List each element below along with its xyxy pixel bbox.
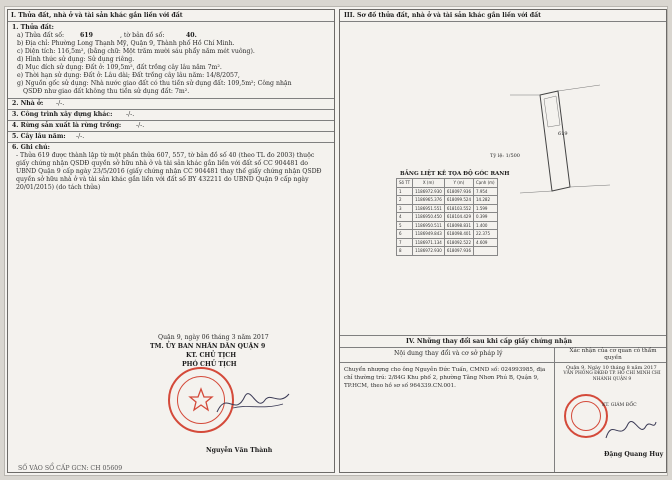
- construction-value: -/-.: [126, 111, 135, 118]
- cell-edge: 0.399: [474, 213, 498, 222]
- cell-edge: 1.599: [474, 204, 498, 213]
- signature-left: [213, 382, 293, 422]
- cell-x: 1186972.930: [413, 187, 445, 196]
- confirm-signer: Đặng Quang Huy: [604, 451, 664, 458]
- cell-edge: [474, 247, 498, 256]
- confirm-org: VĂN PHÒNG ĐKĐĐ TP. HỒ CHÍ MINH CHI NHÁNH QUẬN 9: [563, 371, 661, 382]
- table-header-row: [397, 179, 498, 188]
- usage-form: d) Hình thức sử dụng: Sử dụng riêng.: [17, 56, 135, 63]
- usage-origin-line2: QSDĐ như giao đất không thu tiền sử dụng đất: 7m².: [23, 88, 190, 95]
- issuing-authority: TM. ỦY BAN NHÂN DÂN QUẬN 9: [150, 343, 266, 350]
- cell-x: 1186950.511: [413, 221, 445, 230]
- cell-y: 618103.552: [444, 204, 473, 213]
- notes-text: - Thửa 619 được thành lập từ một phần thửa 607, 557, tờ bản đồ số 40 (theo TL đo 2003) thuộc giấy chứng nhận QSDĐ quyền sở hữu nhà ở và tài sản khác gắn liền với đất số CC 904481 do UBND Quận 9 cấp ngày 23/5/2016 (giấy chứng nhận CC 904481 thay thế giấy chứng nhận QSDĐ quyền sở hữu nhà ở và tài sản khác gắn liền với đất số BY 432211 do UBND Quận 9 cấp ngày 20/01/2015) (do tách thửa): [16, 152, 322, 191]
- cell-edge: 22.375: [474, 230, 498, 239]
- kt-chairman: KT. CHỦ TỊCH: [186, 352, 237, 359]
- confirm-role: KT. GIÁM ĐỐC: [602, 403, 637, 408]
- area: c) Diện tích: 116,5m², (bằng chữ: Một trăm mười sáu phẩy năm mét vuông).: [17, 48, 255, 55]
- confirm-col-header: Xác nhận của cơ quan có thẩm quyền: [569, 348, 657, 361]
- col-header-y: Y (m): [444, 179, 473, 188]
- table-row: [397, 196, 498, 205]
- cell-no: 2: [397, 196, 413, 205]
- table-row: [397, 213, 498, 222]
- house-heading: 2. Nhà ở:: [12, 100, 44, 107]
- table-row: [397, 187, 498, 196]
- section4-title: IV. Những thay đổi sau khi cấp giấy chứng nhận: [406, 338, 573, 345]
- cell-y: 618097.936: [444, 187, 473, 196]
- col-header-no: Số TT: [397, 179, 413, 188]
- table-row: [397, 221, 498, 230]
- cell-no: 6: [397, 230, 413, 239]
- cell-y: 618092.522: [444, 238, 473, 247]
- forest-value: -/-.: [136, 122, 145, 129]
- perennial-heading: 5. Cây lâu năm:: [12, 133, 66, 140]
- cell-edge: 4.609: [474, 238, 498, 247]
- section-land-info: [7, 9, 335, 473]
- cell-edge: 7.954: [474, 187, 498, 196]
- col-header-x: X (m): [413, 179, 445, 188]
- map-sheet-number: 40.: [186, 32, 197, 39]
- register-number: SỐ VÀO SỔ CẤP GCN: CH 05609: [18, 465, 123, 472]
- parcel-polygon: [510, 85, 610, 193]
- cell-no: 4: [397, 213, 413, 222]
- cell-x: 1186965.376: [413, 196, 445, 205]
- cell-x: 1186951.551: [413, 204, 445, 213]
- perennial-value: -/-.: [76, 133, 85, 140]
- issue-date: Quận 9, ngày 06 tháng 3 năm 2017: [158, 334, 269, 341]
- cell-no: 1: [397, 187, 413, 196]
- usage-purpose: đ) Mục đích sử dụng: Đất ở: 109,5m², đất trồng cây lâu năm 7m².: [17, 64, 222, 71]
- cell-y: 618099.524: [444, 196, 473, 205]
- parcel-number: 619: [80, 32, 93, 39]
- cell-x: 1186971.134: [413, 238, 445, 247]
- address: b) Địa chỉ: Phường Long Thạnh Mỹ, Quận 9, Thành phố Hồ Chí Minh.: [17, 40, 235, 47]
- cell-y: 618104.429: [444, 213, 473, 222]
- cell-y: 618098.831: [444, 221, 473, 230]
- cell-y: 618097.936: [444, 247, 473, 256]
- table-row: [397, 230, 498, 239]
- cell-no: 7: [397, 238, 413, 247]
- changes-col-header: Nội dung thay đổi và cơ sở pháp lý: [394, 350, 503, 357]
- house-value: -/-.: [56, 100, 65, 107]
- cell-edge: 1.400: [474, 221, 498, 230]
- table-row: [397, 247, 498, 256]
- parcel-label: 619: [558, 131, 568, 137]
- table-row: [397, 204, 498, 213]
- col-header-edge: Cạnh (m): [474, 179, 498, 188]
- table-row: [397, 238, 498, 247]
- scale-label: Tỷ lệ: 1/500: [490, 153, 520, 159]
- cell-x: 1186950.450: [413, 213, 445, 222]
- cell-no: 5: [397, 221, 413, 230]
- notes-heading: 6. Ghi chú:: [12, 144, 50, 151]
- cell-edge: 14.282: [474, 196, 498, 205]
- change-entry: Chuyển nhượng cho ông Nguyễn Đức Tuấn, CMND số: 024993985, địa chỉ thường trú: 2/84G Khu phố 2, phường Tăng Nhơn Phú B, Quận 9, TP.HCM, theo hồ sơ số 964339.CN.001.: [344, 367, 546, 389]
- usage-origin-line1: g) Nguồn gốc sử dụng: Nhà nước giao đất có thu tiền sử dụng đất: 109,5m²; Công nhận: [17, 80, 292, 87]
- cell-x: 1186972.930: [413, 247, 445, 256]
- confirm-date: Quận 9, Ngày 10 tháng 8 năm 2017: [566, 365, 657, 371]
- cell-no: 8: [397, 247, 413, 256]
- section-diagram: [339, 9, 667, 473]
- forest-heading: 4. Rừng sản xuất là rừng trồng:: [12, 122, 122, 129]
- section3-title: III. Sơ đồ thửa đất, nhà ở và tài sản khác gắn liền với đất: [344, 12, 542, 19]
- cell-no: 3: [397, 204, 413, 213]
- land-heading: 1. Thửa đất:: [12, 24, 54, 31]
- cell-x: 1186949.843: [413, 230, 445, 239]
- coordinate-table: [396, 178, 498, 256]
- vice-chairman: PHÓ CHỦ TỊCH: [182, 361, 237, 368]
- signer-name: Nguyễn Văn Thành: [206, 447, 273, 454]
- section1-title: I. Thửa đất, nhà ở và tài sản khác gắn liền với đất: [11, 12, 183, 19]
- usage-term: e) Thời hạn sử dụng: Đất ở: Lâu dài; Đất trồng cây lâu năm: 14/8/2057,: [17, 72, 240, 79]
- certificate-sheet: [4, 6, 668, 476]
- parcel-number-label: a) Thửa đất số:: [17, 32, 65, 39]
- construction-heading: 3. Công trình xây dựng khác:: [12, 111, 113, 118]
- coordinate-table-title: BẢNG LIỆT KÊ TỌA ĐỘ GÓC RANH: [400, 171, 510, 177]
- cell-y: 618098.401: [444, 230, 473, 239]
- signature-right: [602, 412, 658, 446]
- map-sheet-label: , tờ bản đồ số:: [120, 32, 165, 39]
